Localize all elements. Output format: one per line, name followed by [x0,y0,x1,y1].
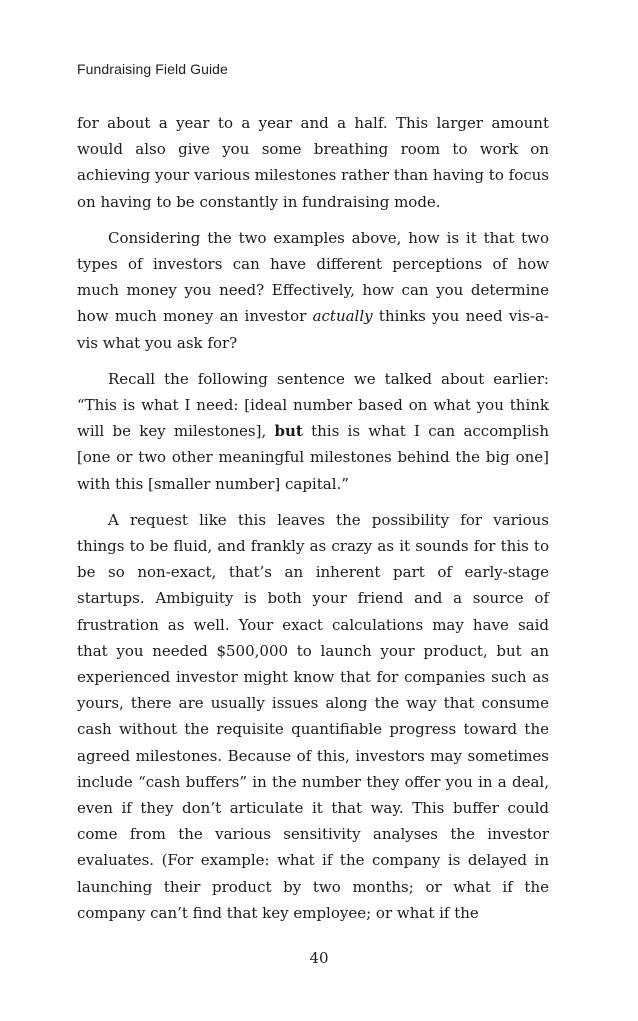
paragraph-3-bold: but [274,422,303,441]
paragraph-2-text-a: Considering the two examples above, how is it that two types of investors can have different perceptions of how much money you need? Effectively, how can you determine how much money an investor [77,228,549,326]
paragraph-4: A request like this leaves the possibility for various things to be fluid, and frankly as crazy as it sounds for this to be so non-exact, that’s an inherent part of early-stage startups. Ambiguity is both your friend and a source of frustration as well. Your exact calculations may have said that you needed $500,000 to launch your product, but an experienced investor might know that for companies such as yours, there are usually issues along the way that consume cash without the requisite quantifiable progress toward the agreed milestones. Because of this, investors may sometimes include “cash buffers” in the number they offer you in a deal, even if they don’t articulate it that way. This buffer could come from the various sensitivity analyses the investor evaluates. (For example: what if the company is delayed in launching their product by two months; or what if the company can’t find that key employee; or what if the [77,510,549,922]
paragraph-3-text-a: Recall the following sentence we talked about earlier: “This is what I need: [ideal number based on what you think will be key milestones], [77,369,549,441]
page-number: 40 [309,949,329,967]
paragraph-2-text-b: thinks you need vis-a-vis what you ask for? [77,307,549,352]
paragraph-2-emphasis: actually [312,307,373,326]
paragraph-2 [77,225,549,356]
body-text [77,110,549,936]
paragraph-3 [77,366,549,497]
running-head: Fundraising Field Guide [77,61,228,77]
paragraph-3-text-b: this is what I can accomplish [one or two other meaningful milestones behind the big one] with this [smaller number] capital.” [77,422,550,493]
paragraph-1: for about a year to a year and a half. This larger amount would also give you some breathing room to work on achieving your various milestones rather than having to focus on having to be constantly in fundraising mode. [77,114,549,211]
